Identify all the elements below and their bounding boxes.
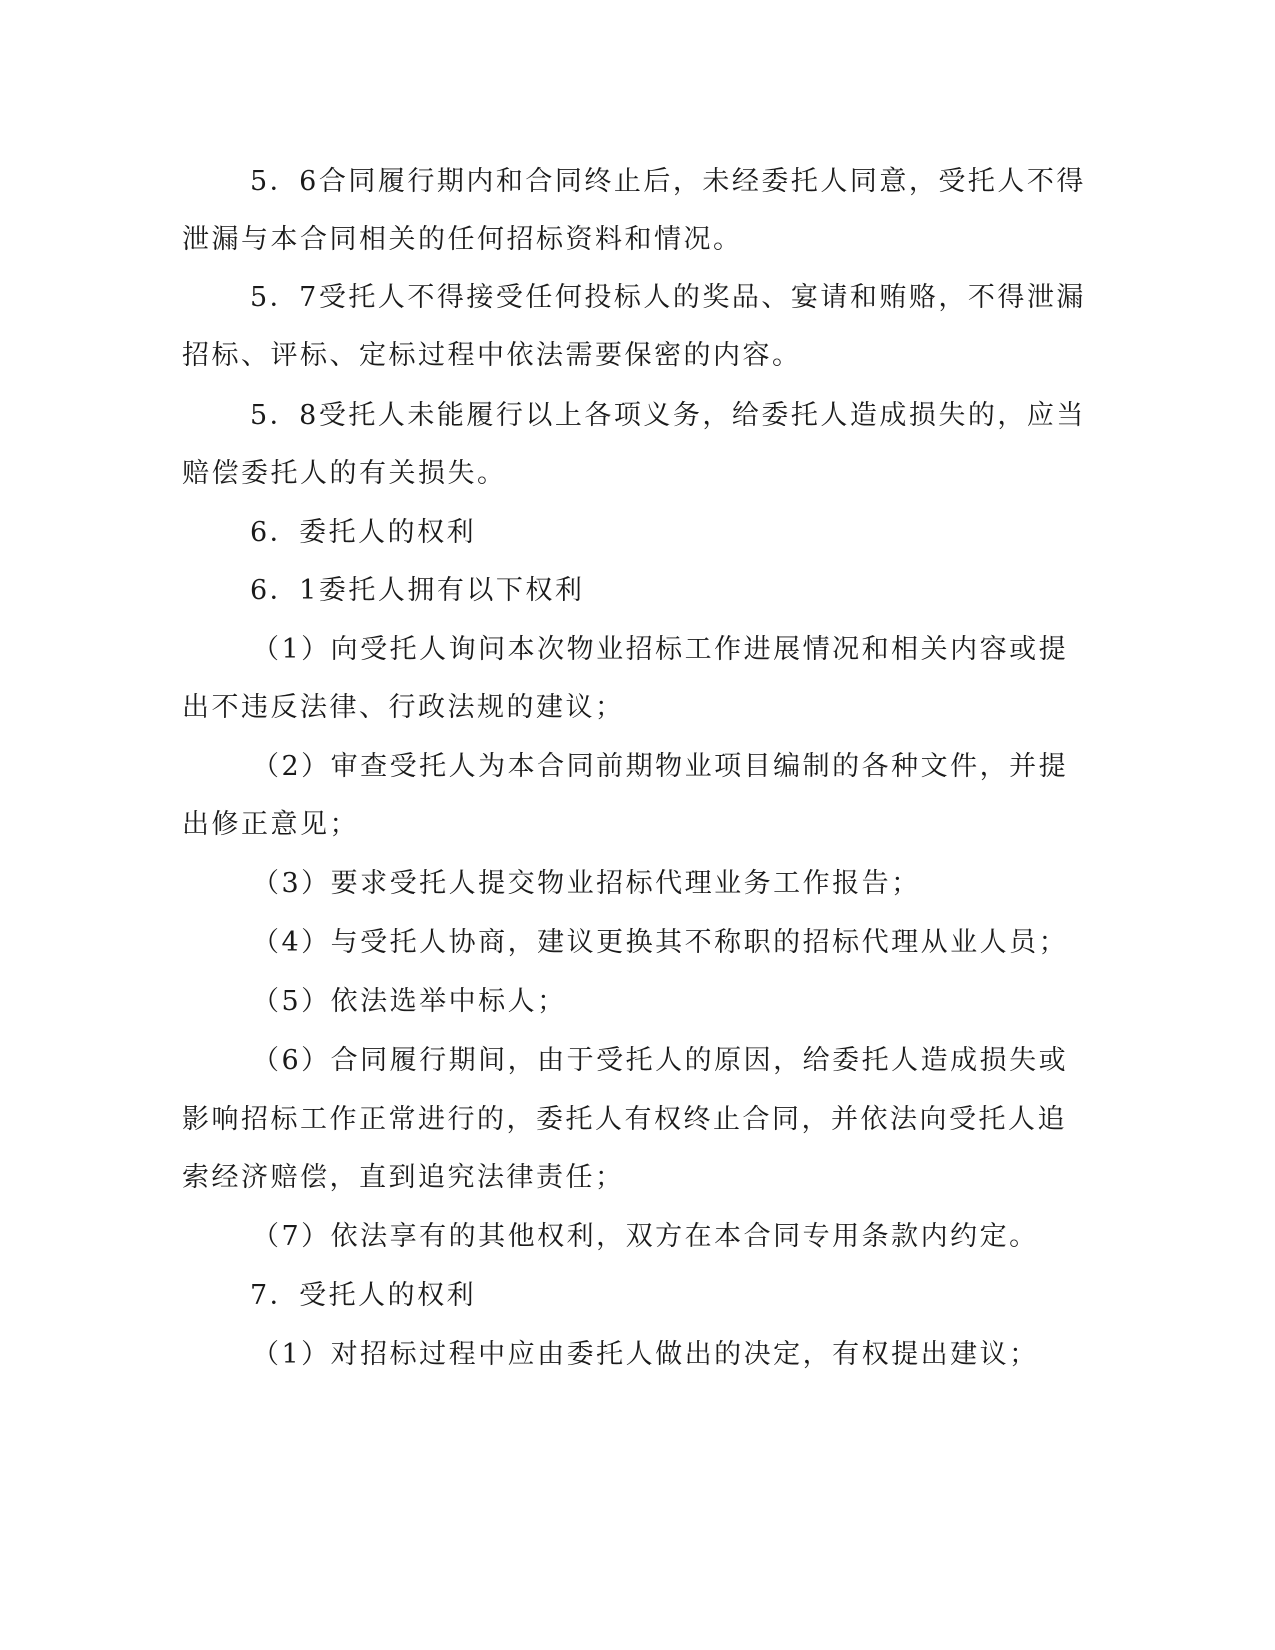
clause-5-7-line-2: 招标、评标、定标过程中依法需要保密的内容。 [182,340,802,371]
right-1-line-1: （1）向受托人询问本次物业招标工作进展情况和相关内容或提 [252,634,1069,665]
right-2-line-2: 出修正意见； [182,809,359,840]
clause-5-8-line-1: 5．8受托人未能履行以上各项义务，给委托人造成损失的，应当 [250,400,1086,431]
right-5-line: （5）依法选举中标人； [252,986,567,1017]
right-3-line: （3）要求受托人提交物业招标代理业务工作报告； [252,868,921,899]
clause-5-7-line-1: 5．7受托人不得接受任何投标人的奖品、宴请和贿赂，不得泄漏 [250,282,1086,313]
section-6-heading: 6．委托人的权利 [250,517,477,548]
right-6-line-2: 影响招标工作正常进行的，委托人有权终止合同，并依法向受托人追 [182,1104,1067,1135]
right-6-line-3: 索经济赔偿，直到追究法律责任； [182,1162,625,1193]
clause-5-6-line-1: 5．6合同履行期内和合同终止后，未经委托人同意，受托人不得 [250,166,1086,197]
right-2-line-1: （2）审查受托人为本合同前期物业项目编制的各种文件，并提 [252,751,1069,782]
right-7-line: （7）依法享有的其他权利，双方在本合同专用条款内约定。 [252,1221,1039,1252]
right-4-line: （4）与受托人协商，建议更换其不称职的招标代理从业人员； [252,927,1069,958]
right-6-line-1: （6）合同履行期间，由于受托人的原因，给委托人造成损失或 [252,1045,1069,1076]
trustee-right-1-line: （1）对招标过程中应由委托人做出的决定，有权提出建议； [252,1339,1039,1370]
right-1-line-2: 出不违反法律、行政法规的建议； [182,692,625,723]
section-7-heading: 7．受托人的权利 [250,1280,477,1311]
clause-5-6-line-2: 泄漏与本合同相关的任何招标资料和情况。 [182,224,743,255]
clause-5-8-line-2: 赔偿委托人的有关损失。 [182,458,507,489]
clause-6-1-heading: 6．1委托人拥有以下权利 [250,575,585,606]
